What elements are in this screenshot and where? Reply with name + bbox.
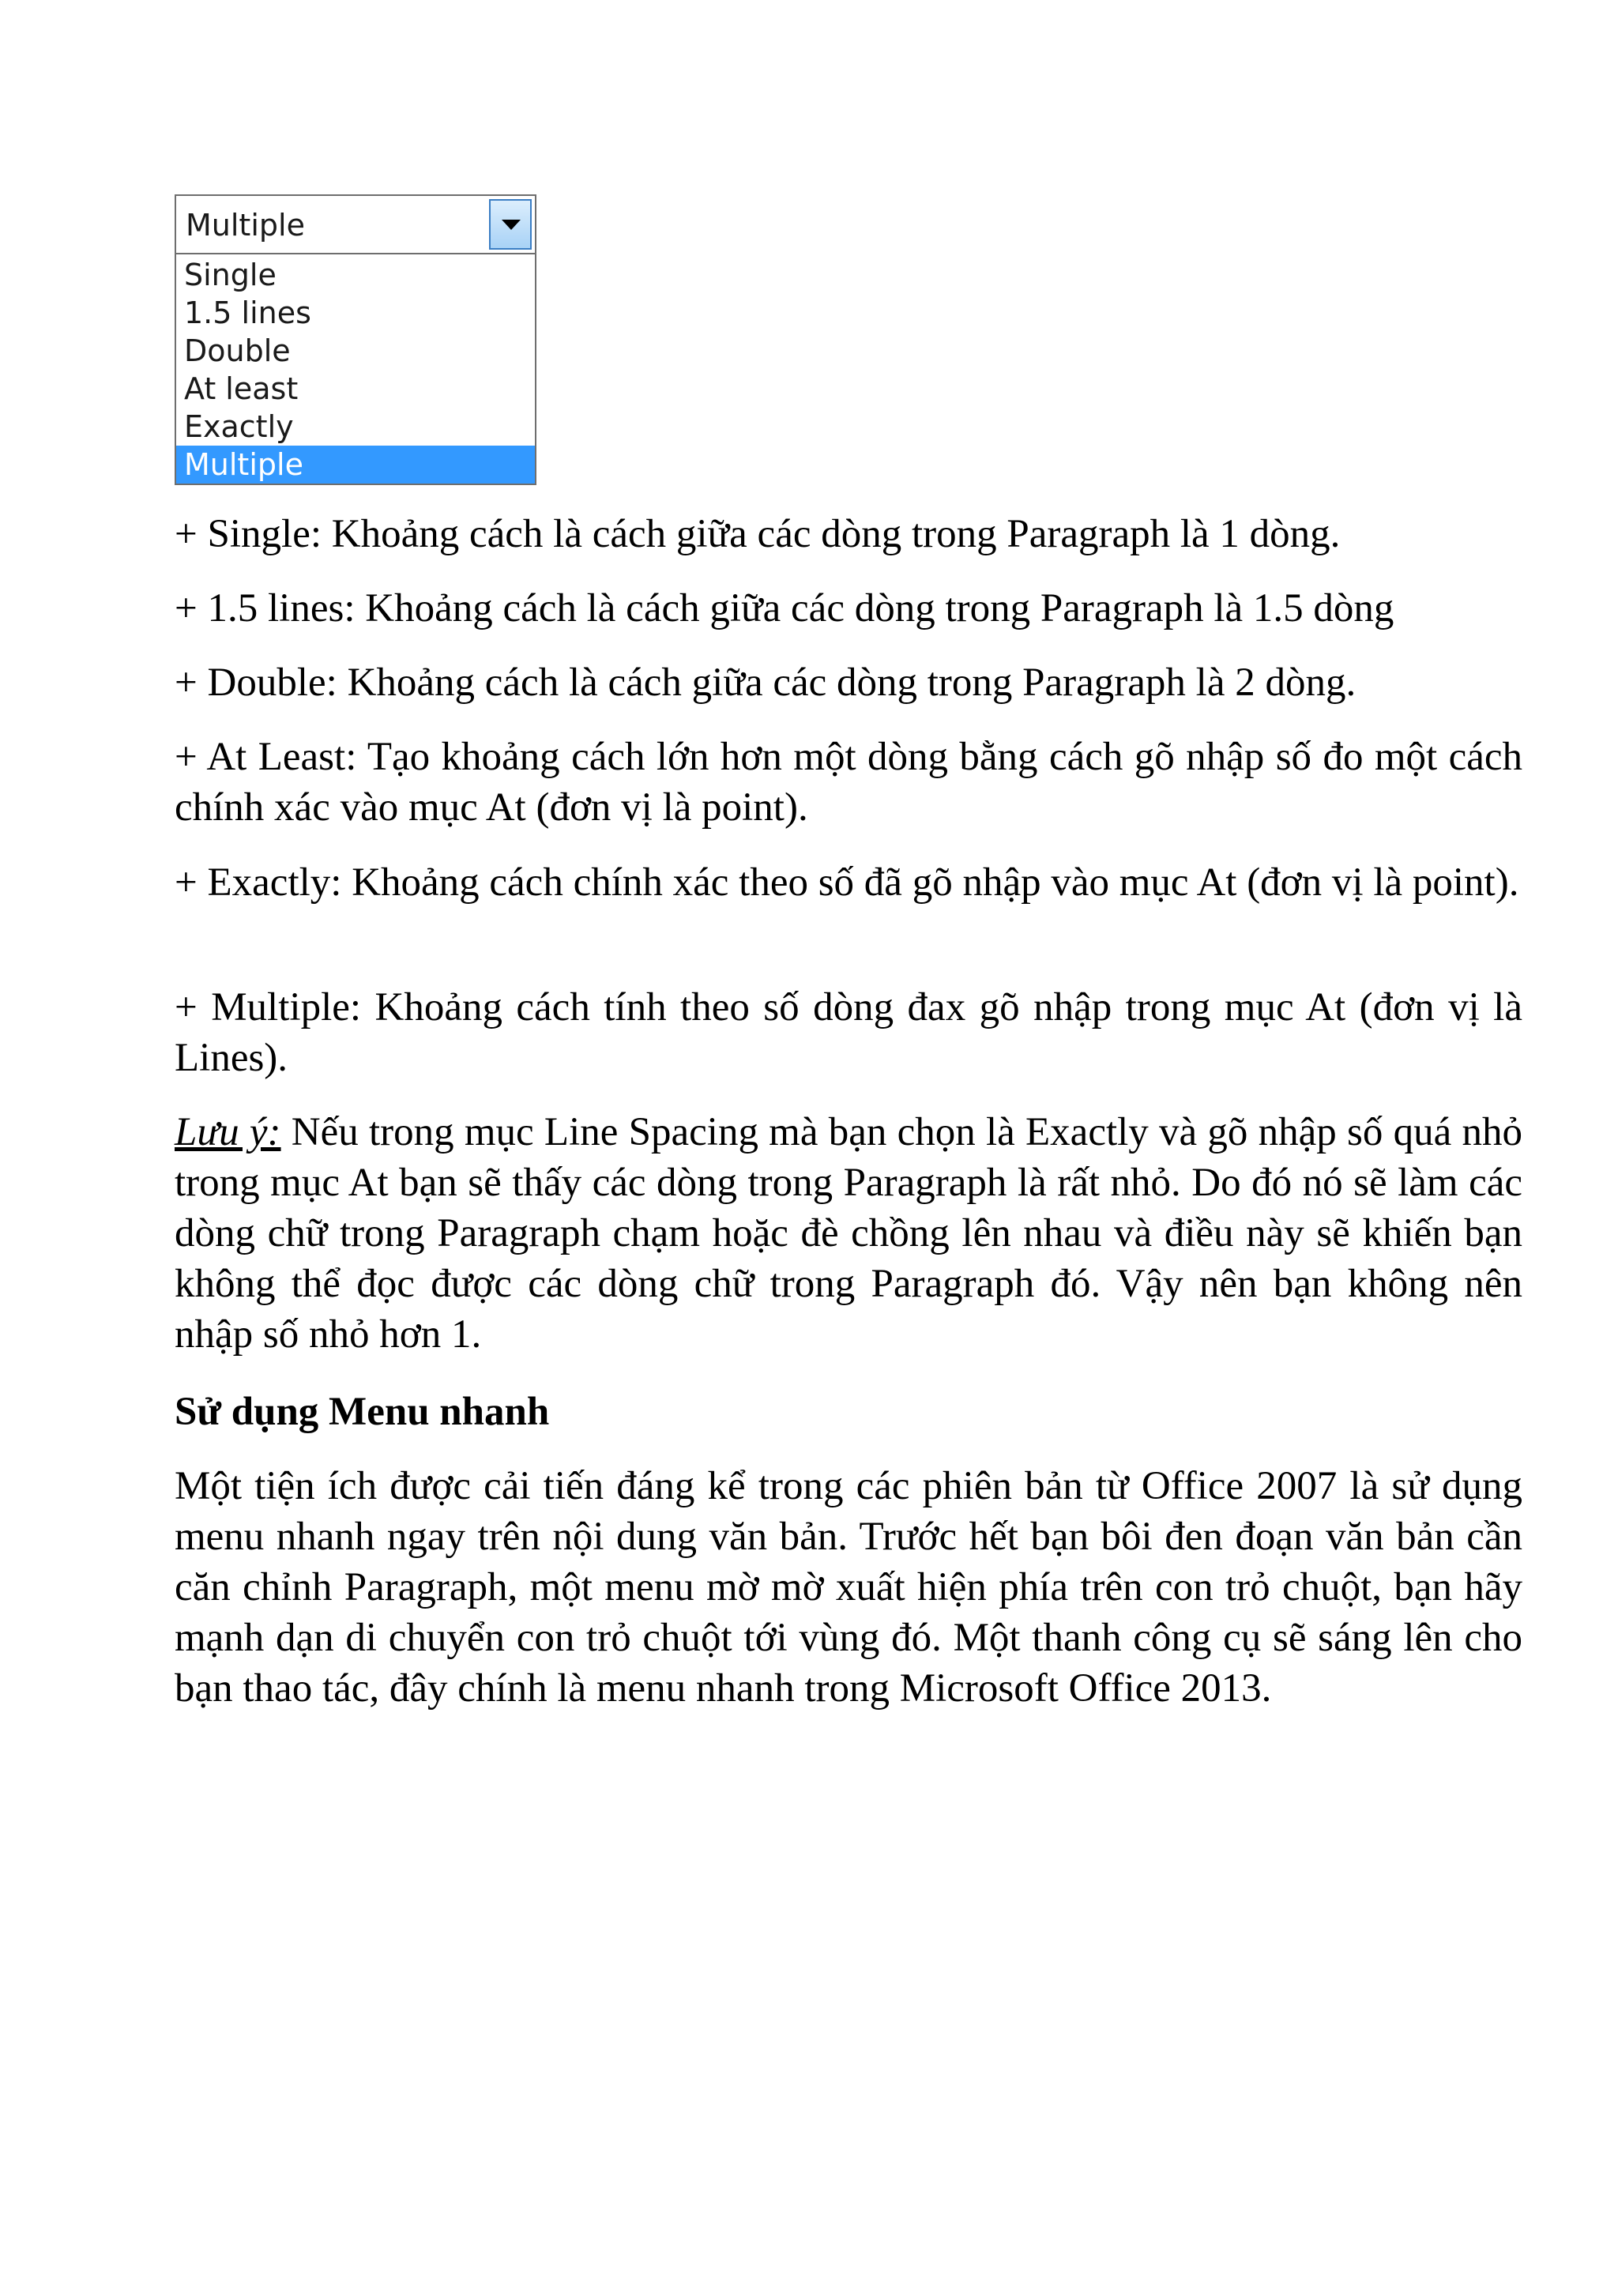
item-one-half-lines: + 1.5 lines: Khoảng cách là cách giữa các dòng trong Paragraph là 1.5 dòng xyxy=(175,586,1394,630)
option-double[interactable]: Double xyxy=(184,333,291,368)
option-at-least[interactable]: At least xyxy=(184,371,299,406)
section-paragraph: Một tiện ích được cải tiến đáng kể trong các phiên bản từ Office 2007 là sử dụng menu nhanh ngay trên nội dung văn bản. Trước hết bạn bôi đen đoạn văn bản cần căn chỉnh Paragraph, một menu mờ mờ xuất hiện phía trên con trỏ chuột, bạn hãy mạnh dạn di chuyển con trỏ chuột tới vùng đó. Một thanh công cụ sẽ sáng lên cho bạn thao tác, đây chính là menu nhanh trong Microsoft Office 2013. xyxy=(175,1464,1522,1711)
option-exactly[interactable]: Exactly xyxy=(184,409,294,444)
option-1-5-lines[interactable]: 1.5 lines xyxy=(184,295,311,330)
item-at-least: + At Least: Tạo khoảng cách lớn hơn một dòng bằng cách gõ nhập số đo một cách chính xác vào mục At (đơn vị là point). xyxy=(175,735,1522,830)
line-spacing-options-list xyxy=(175,254,536,485)
line-spacing-dropdown[interactable] xyxy=(175,194,540,487)
item-multiple: + Multiple: Khoảng cách tính theo số dòng đax gõ nhập trong mục At (đơn vị là Lines). xyxy=(175,985,1522,1080)
line-spacing-select[interactable] xyxy=(175,194,536,254)
option-multiple[interactable]: Multiple xyxy=(176,446,535,484)
dropdown-arrow-button[interactable] xyxy=(489,199,532,250)
option-single[interactable]: Single xyxy=(184,258,277,292)
line-spacing-selected-value: Multiple xyxy=(186,208,305,243)
chevron-down-icon xyxy=(502,220,521,230)
section-heading: Sử dụng Menu nhanh xyxy=(175,1390,550,1434)
item-single: + Single: Khoảng cách là cách giữa các dòng trong Paragraph là 1 dòng. xyxy=(175,512,1341,556)
item-exactly: + Exactly: Khoảng cách chính xác theo số đã gõ nhập vào mục At (đơn vị là point). xyxy=(175,860,1519,905)
note-paragraph xyxy=(175,1107,1522,1360)
item-double: + Double: Khoảng cách là cách giữa các dòng trong Paragraph là 2 dòng. xyxy=(175,661,1356,705)
note-text: Nếu trong mục Line Spacing mà bạn chọn là Exactly và gõ nhập số quá nhỏ trong mục At bạn sẽ thấy các dòng trong Paragraph là rất nhỏ. Do đó nó sẽ làm các dòng chữ trong Paragraph chạm hoặc đè chồng lên nhau và điều này sẽ khiến bạn không thể đọc được các dòng chữ trong Paragraph đó. Vậy nên bạn không nên nhập số nhỏ hơn 1. xyxy=(175,1110,1522,1357)
note-label: Lưu ý: xyxy=(175,1110,281,1154)
